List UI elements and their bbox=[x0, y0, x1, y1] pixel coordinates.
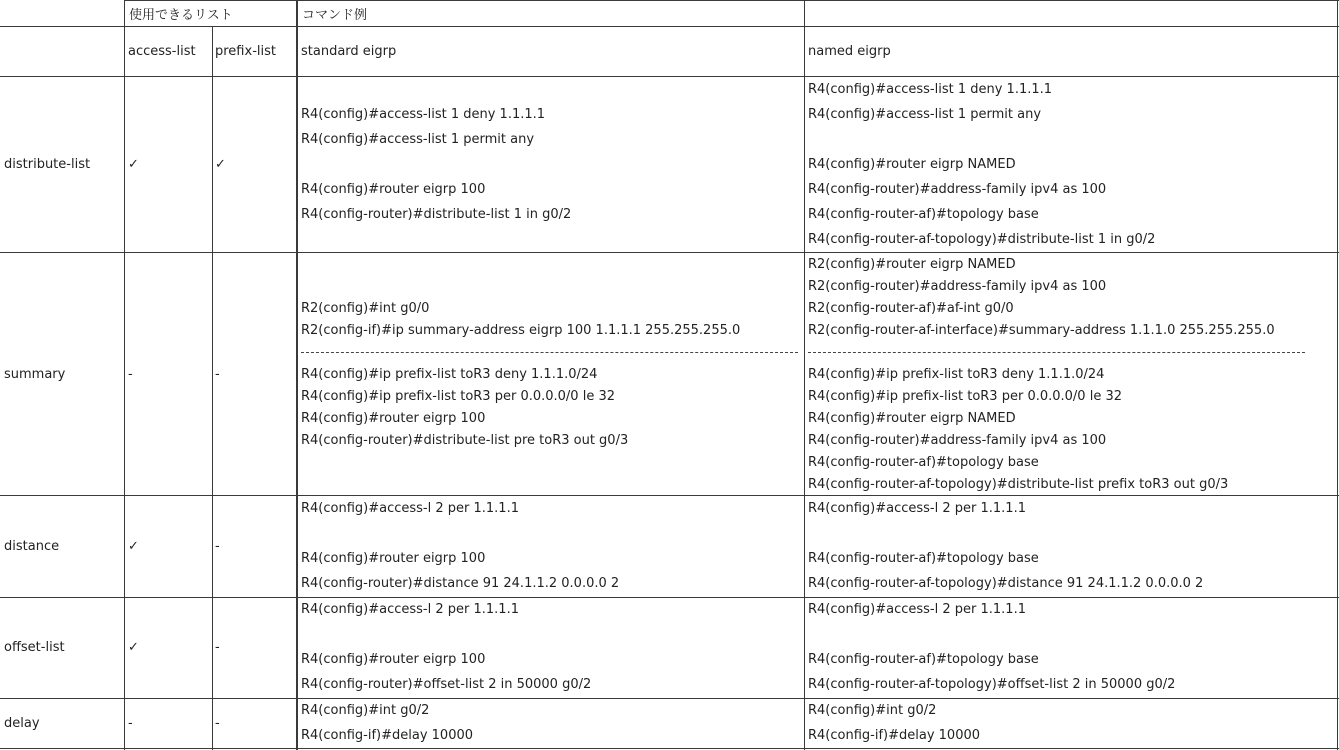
header-standard-eigrp: standard eigrp bbox=[301, 44, 397, 59]
standard-command-line: R4(config)#router eigrp 100 bbox=[301, 652, 486, 667]
row-label: distance bbox=[4, 539, 60, 554]
prefix-list-mark: ✓ bbox=[215, 157, 226, 172]
standard-command-line: R2(config-if)#ip summary-address eigrp 100 1.1.1.1 255.255.255.0 bbox=[301, 323, 741, 338]
standard-command-line: R4(config)#int g0/2 bbox=[301, 703, 430, 718]
standard-command-line: R4(config-router)#distribute-list pre toR3 out g0/3 bbox=[301, 433, 629, 448]
grid-line bbox=[1337, 0, 1338, 750]
header-access-list: access-list bbox=[128, 44, 196, 59]
named-command-line: R4(config)#access-list 1 permit any bbox=[808, 107, 1042, 122]
standard-command-line: R4(config)#access-l 2 per 1.1.1.1 bbox=[301, 602, 519, 617]
named-command-line: R4(config)#router eigrp NAMED bbox=[808, 411, 1016, 426]
named-command-line: R4(config-router-af-topology)#distribute-list prefix toR3 out g0/3 bbox=[808, 477, 1229, 492]
grid-line bbox=[804, 0, 805, 750]
grid-line bbox=[0, 495, 1339, 496]
grid-line bbox=[212, 26, 213, 750]
grid-line bbox=[296, 0, 298, 750]
grid-line bbox=[0, 26, 1339, 27]
standard-command-line: R4(config)#access-list 1 deny 1.1.1.1 bbox=[301, 107, 546, 122]
standard-command-line: R4(config)#access-l 2 per 1.1.1.1 bbox=[301, 501, 519, 516]
grid-line bbox=[0, 698, 1339, 699]
named-command-line: R4(config-if)#delay 10000 bbox=[808, 728, 981, 743]
named-command-line: R4(config-router)#address-family ipv4 as 100 bbox=[808, 182, 1107, 197]
standard-command-line: R4(config)#access-list 1 permit any bbox=[301, 132, 535, 147]
header-available-lists: 使用できるリスト bbox=[129, 8, 233, 23]
named-command-line: R4(config-router-af)#topology base bbox=[808, 652, 1039, 667]
standard-command-line: R4(config)#ip prefix-list toR3 per 0.0.0.0/0 le 32 bbox=[301, 389, 615, 404]
standard-command-line: R4(config-router)#offset-list 2 in 50000 g0/2 bbox=[301, 677, 592, 692]
row-label: summary bbox=[4, 367, 66, 382]
access-list-mark: - bbox=[128, 716, 133, 731]
named-command-line: R2(config-router-af-interface)#summary-address 1.1.1.0 255.255.255.0 bbox=[808, 323, 1275, 338]
standard-command-line: R4(config-router)#distance 91 24.1.1.2 0.0.0.0 2 bbox=[301, 576, 620, 591]
access-list-mark: ✓ bbox=[128, 640, 139, 655]
grid-line bbox=[0, 76, 1339, 77]
standard-command-line: R4(config)#router eigrp 100 bbox=[301, 551, 486, 566]
grid-line bbox=[0, 748, 1339, 749]
named-command-line: R4(config-router-af)#topology base bbox=[808, 551, 1039, 566]
access-list-mark: - bbox=[128, 367, 133, 382]
row-label: offset-list bbox=[4, 640, 65, 655]
header-named-eigrp: named eigrp bbox=[808, 44, 891, 59]
named-command-line: R4(config)#router eigrp NAMED bbox=[808, 157, 1016, 172]
separator-dashes bbox=[808, 352, 1305, 353]
named-command-line: R2(config-router-af)#af-int g0/0 bbox=[808, 301, 1014, 316]
standard-command-line: R4(config-router)#distribute-list 1 in g0/2 bbox=[301, 207, 572, 222]
grid-line bbox=[0, 597, 1339, 598]
named-command-line: R4(config)#access-list 1 deny 1.1.1.1 bbox=[808, 82, 1053, 97]
separator-dashes bbox=[301, 352, 798, 353]
row-label: distribute-list bbox=[4, 157, 91, 172]
named-command-line: R4(config-router-af-topology)#distribute-list 1 in g0/2 bbox=[808, 232, 1156, 247]
named-command-line: R4(config-router-af-topology)#distance 91 24.1.1.2 0.0.0.0 2 bbox=[808, 576, 1204, 591]
access-list-mark: ✓ bbox=[128, 539, 139, 554]
prefix-list-mark: - bbox=[215, 367, 220, 382]
standard-command-line: R2(config)#int g0/0 bbox=[301, 301, 430, 316]
standard-command-line: R4(config-if)#delay 10000 bbox=[301, 728, 474, 743]
grid-line bbox=[124, 0, 125, 750]
header-command-example: コマンド例 bbox=[302, 8, 368, 23]
standard-command-line: R4(config)#ip prefix-list toR3 deny 1.1.1.0/24 bbox=[301, 367, 598, 382]
row-label: delay bbox=[4, 716, 40, 731]
grid-line bbox=[0, 252, 1339, 253]
grid-line bbox=[125, 0, 1339, 1]
named-command-line: R4(config-router-af)#topology base bbox=[808, 207, 1039, 222]
prefix-list-mark: - bbox=[215, 716, 220, 731]
named-command-line: R2(config)#router eigrp NAMED bbox=[808, 257, 1016, 272]
named-command-line: R4(config)#ip prefix-list toR3 deny 1.1.1.0/24 bbox=[808, 367, 1105, 382]
standard-command-line: R4(config)#router eigrp 100 bbox=[301, 411, 486, 426]
named-command-line: R4(config-router-af)#topology base bbox=[808, 455, 1039, 470]
standard-command-line: R4(config)#router eigrp 100 bbox=[301, 182, 486, 197]
prefix-list-mark: - bbox=[215, 539, 220, 554]
header-prefix-list: prefix-list bbox=[215, 44, 276, 59]
named-command-line: R4(config)#ip prefix-list toR3 per 0.0.0.0/0 le 32 bbox=[808, 389, 1122, 404]
named-command-line: R4(config)#int g0/2 bbox=[808, 703, 937, 718]
named-command-line: R2(config-router)#address-family ipv4 as 100 bbox=[808, 279, 1107, 294]
prefix-list-mark: - bbox=[215, 640, 220, 655]
named-command-line: R4(config)#access-l 2 per 1.1.1.1 bbox=[808, 602, 1026, 617]
named-command-line: R4(config-router-af-topology)#offset-list 2 in 50000 g0/2 bbox=[808, 677, 1176, 692]
access-list-mark: ✓ bbox=[128, 157, 139, 172]
named-command-line: R4(config-router)#address-family ipv4 as 100 bbox=[808, 433, 1107, 448]
named-command-line: R4(config)#access-l 2 per 1.1.1.1 bbox=[808, 501, 1026, 516]
